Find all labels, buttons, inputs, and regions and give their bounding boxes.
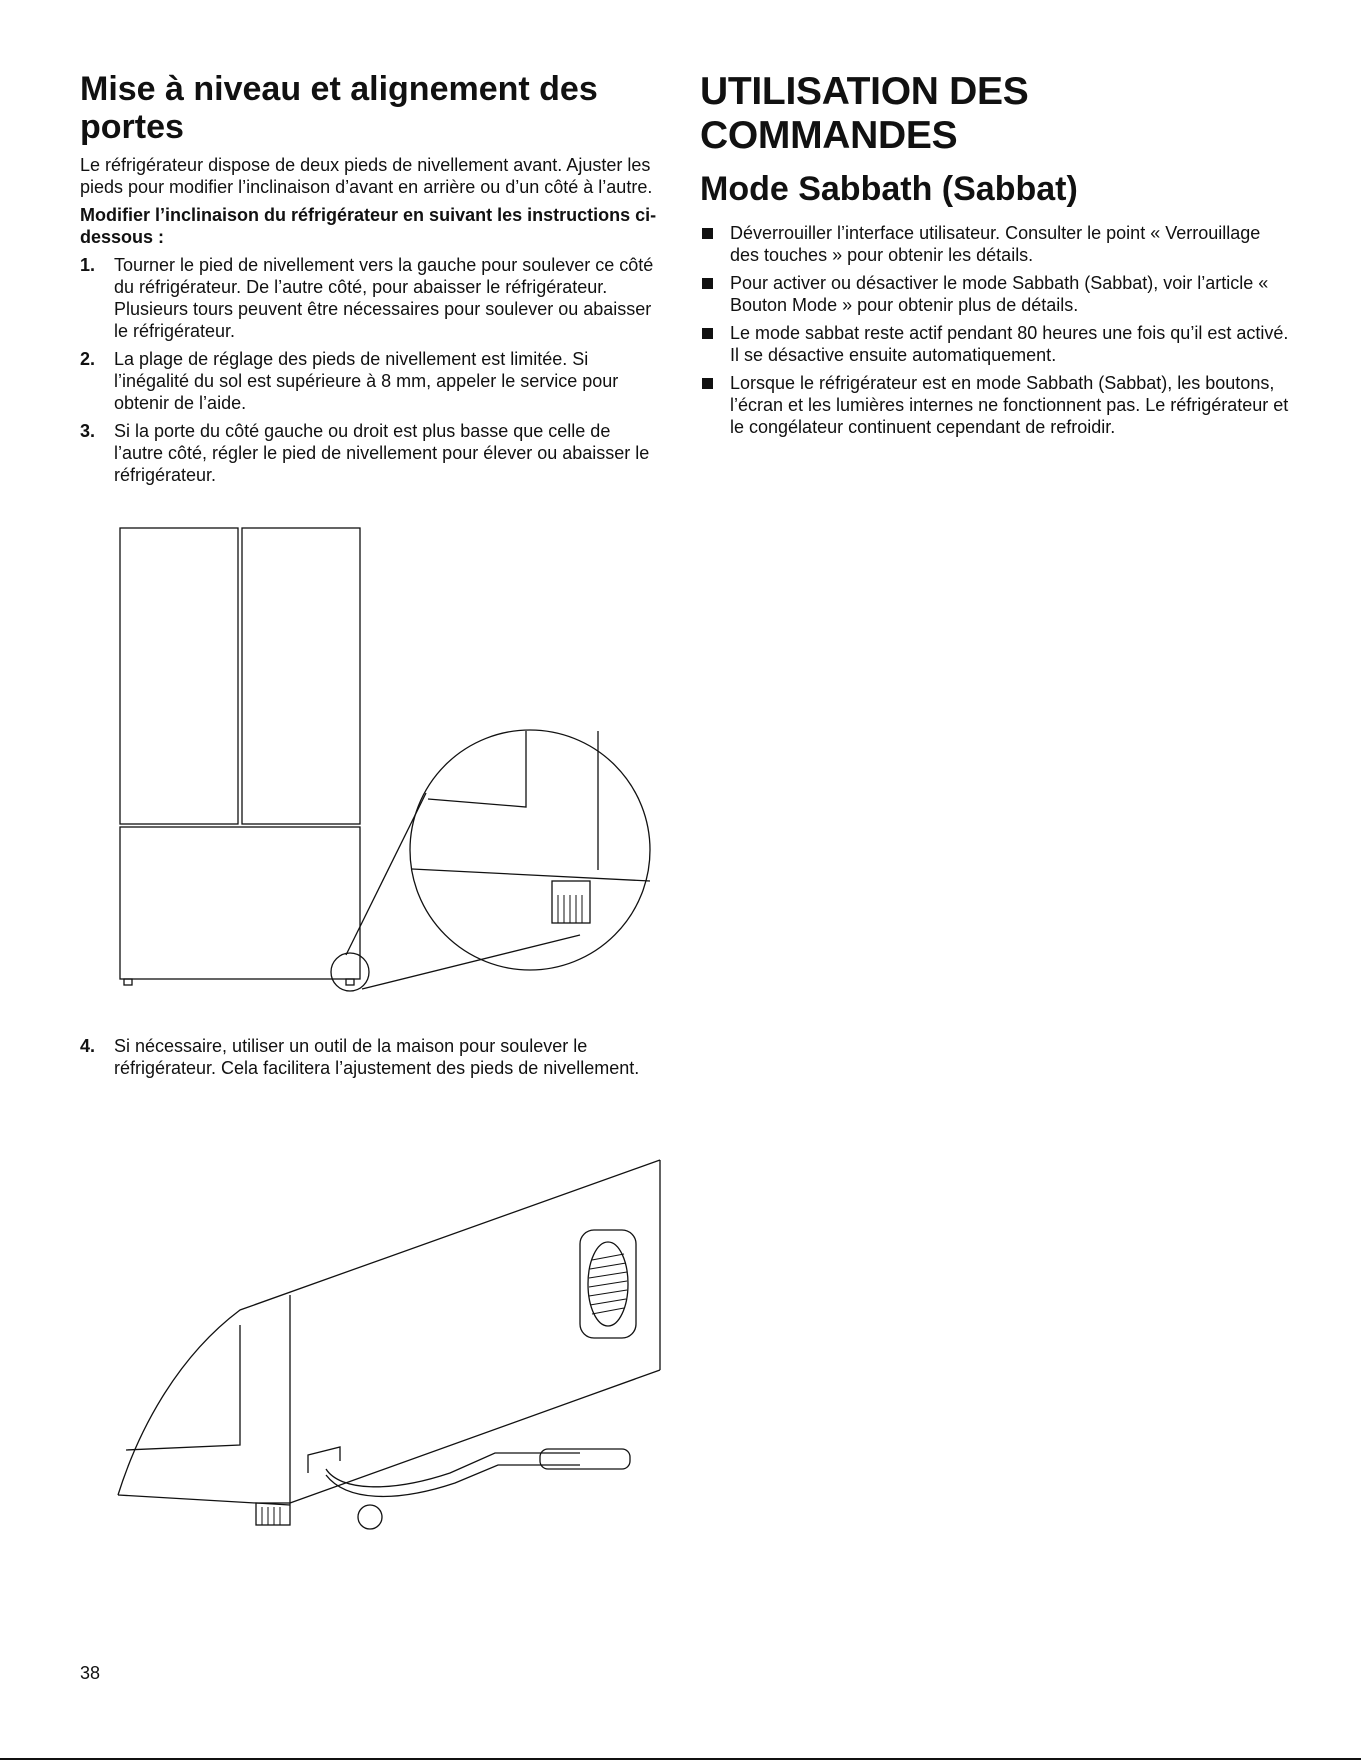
section-title-leveling: Mise à niveau et alignement des portes: [80, 70, 598, 146]
bullet-item: [700, 272, 1290, 316]
leveling-steps-continued: [80, 1035, 660, 1079]
cabinet-top-edge: [118, 1160, 660, 1495]
step-item: [80, 1035, 660, 1079]
tool-grip: [540, 1449, 630, 1469]
zoomed-cabinet-bottom: [412, 869, 650, 881]
instruction-heading: Modifier l’inclinaison du réfrigérateur en suivant les instructions ci-dessous :: [80, 205, 657, 247]
bullet-text: Déverrouiller l’interface utilisateur. Consulter le point « Verrouillage des touches » pour obtenir les détails.: [730, 223, 1261, 265]
fridge-lift-drawing: [110, 1155, 670, 1550]
tool-bracket: [308, 1447, 340, 1473]
step-item: [80, 348, 660, 414]
sabbath-bullet-list: [700, 222, 1290, 438]
step-number: 3.: [80, 421, 96, 441]
vent-grille-slats: [589, 1254, 627, 1314]
tool-handle-upper: [326, 1453, 580, 1487]
leveling-section: [80, 70, 660, 492]
fridge-lift-illustration: [110, 1155, 670, 1550]
section-title-sabbath: Mode Sabbath (Sabbat): [700, 170, 1078, 208]
left-door-outline: [120, 528, 238, 824]
tool-wheel: [358, 1505, 382, 1529]
step-text: La plage de réglage des pieds de nivellement est limitée. Si l’inégalité du sol est supérieure à 8 mm, appeler le service pour obtenir de l’aide.: [114, 349, 619, 413]
step-number: 1.: [80, 255, 96, 275]
square-bullet-icon: [702, 328, 713, 339]
leveling-foot: [256, 1503, 290, 1525]
left-foot: [124, 979, 132, 985]
leveling-steps: [80, 254, 660, 486]
bullet-item: [700, 322, 1290, 366]
zoom-detail-circle: [410, 730, 650, 970]
square-bullet-icon: [702, 278, 713, 289]
step-item: [80, 420, 660, 486]
step-text: Tourner le pied de nivellement vers la gauche pour soulever ce côté du réfrigérateur. De l’autre côté, pour abaisser le réfrigérateur. Plusieurs tours peuvent être nécessaires pour soulever ou abaisser le réfrigérateur.: [114, 255, 654, 341]
step-number: 4.: [80, 1036, 96, 1056]
right-door-outline: [242, 528, 360, 824]
bullet-item: [700, 372, 1290, 438]
zoom-connector-line: [362, 935, 580, 989]
tool-handle-lower: [326, 1465, 580, 1496]
fridge-leveling-illustration: [110, 525, 670, 1020]
freezer-drawer-outline: [120, 827, 360, 979]
fridge-leveling-drawing: [110, 525, 670, 1020]
controls-section: [700, 70, 1290, 444]
zoomed-foot-ridges: [558, 895, 582, 923]
square-bullet-icon: [702, 378, 713, 389]
bullet-text: Lorsque le réfrigérateur est en mode Sabbath (Sabbat), les boutons, l’écran et les lumières internes ne fonctionnent pas. Le réfrigérateur et le congélateur continuent cependant de refroidir.: [730, 373, 1289, 437]
right-foot: [346, 979, 354, 985]
step-number: 2.: [80, 349, 96, 369]
intro-paragraph: Le réfrigérateur dispose de deux pieds de nivellement avant. Ajuster les pieds pour modifier l’inclinaison d’avant en arrière ou d’un côté à l’autre.: [80, 155, 653, 197]
step-text: Si nécessaire, utiliser un outil de la maison pour soulever le réfrigérateur. Cela facilitera l’ajustement des pieds de nivellement.: [114, 1036, 640, 1078]
bottom-rule: [0, 1758, 1361, 1760]
square-bullet-icon: [702, 228, 713, 239]
step-text: Si la porte du côté gauche ou droit est plus basse que celle de l’autre côté, régler le pied de nivellement pour élever ou abaisser le réfrigérateur.: [114, 421, 650, 485]
step-4-block: [80, 1035, 660, 1085]
page-number: 38: [80, 1663, 101, 1683]
chapter-title: UTILISATION DES COMMANDES: [700, 70, 1029, 157]
step-item: [80, 254, 660, 342]
bullet-text: Le mode sabbat reste actif pendant 80 heures une fois qu’il est activé. Il se désactive ensuite automatiquement.: [730, 323, 1289, 365]
bullet-text: Pour activer ou désactiver le mode Sabbath (Sabbat), voir l’article « Bouton Mode » pour obtenir plus de détails.: [730, 273, 1269, 315]
foot-ridges: [262, 1507, 280, 1525]
bullet-item: [700, 222, 1290, 266]
